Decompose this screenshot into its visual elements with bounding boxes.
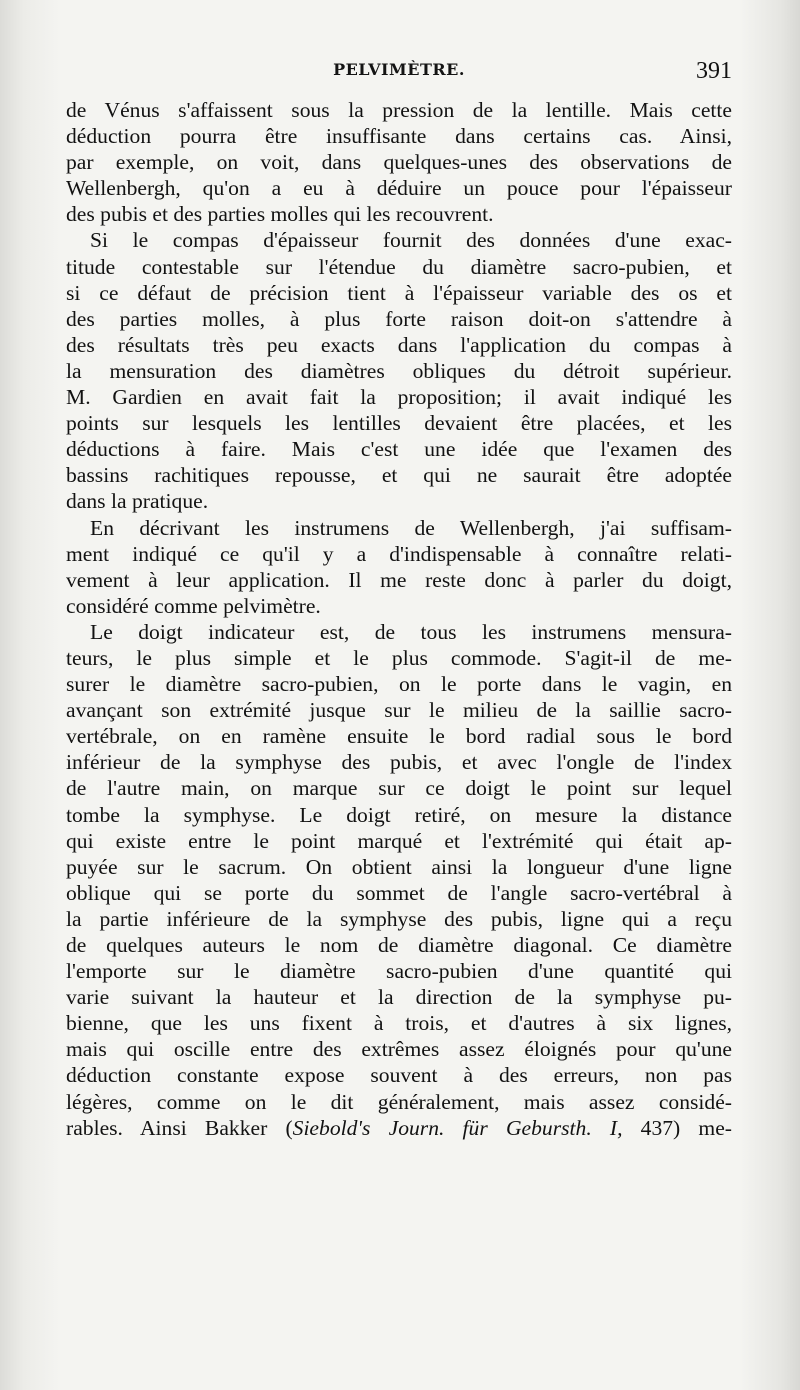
text-line: des pubis et des parties molles qui les recouvrent. xyxy=(66,202,494,227)
text-line: tombe la symphyse. Le doigt retiré, on mesure la distance xyxy=(66,802,732,827)
text-line: mais qui oscille entre des extrêmes assez éloignés pour qu'une xyxy=(66,1037,732,1062)
text-line: titude contestable sur l'étendue du diamètre sacro-pubien, et xyxy=(66,254,732,279)
text-line: avançant son extrémité jusque sur le milieu de la saillie sacro- xyxy=(66,698,732,723)
text-line: si ce défaut de précision tient à l'épaisseur variable des os et xyxy=(66,280,732,305)
text-line: de Vénus s'affaissent sous la pression de la lentille. Mais cette xyxy=(66,98,732,122)
text-line: vement à leur application. Il me reste donc à parler du doigt, xyxy=(66,567,732,592)
body-text xyxy=(66,97,732,1141)
text-segment: 437) me- xyxy=(622,1115,732,1140)
text-line: l'emporte sur le diamètre sacro-pubien d'une quantité qui xyxy=(66,959,732,984)
text-line: En décrivant les instrumens de Wellenbergh, j'ai suffisam- xyxy=(90,515,732,540)
text-line: qui existe entre le point marqué et l'extrémité qui était ap- xyxy=(66,828,732,853)
text-line: dans la pratique. xyxy=(66,489,209,514)
text-line: M. Gardien en avait fait la proposition; il avait indiqué les xyxy=(66,385,732,410)
text-line: inférieur de la symphyse des pubis, et avec l'ongle de l'index xyxy=(66,750,732,775)
text-line: oblique qui se porte du sommet de l'angle sacro-vertébral à xyxy=(66,880,732,905)
text-line: bienne, que les uns fixent à trois, et d'autres à six lignes, xyxy=(66,1011,732,1036)
citation-italic: Siebold's Journ. für Gebursth. I, xyxy=(292,1115,623,1140)
text-line: de l'autre main, on marque sur ce doigt le point sur lequel xyxy=(66,776,732,801)
text-line-final xyxy=(66,1115,732,1141)
text-line: Le doigt indicateur est, de tous les instrumens mensura- xyxy=(90,619,732,644)
page-number: 391 xyxy=(696,58,732,84)
running-title: PELVIMÈTRE. xyxy=(333,60,465,79)
running-head xyxy=(66,60,732,90)
text-line: considéré comme pelvimètre. xyxy=(66,593,321,618)
text-line: déduction constante expose souvent à des erreurs, non pas xyxy=(66,1063,732,1088)
text-line: légères, comme on le dit généralement, mais assez considé- xyxy=(66,1089,732,1114)
text-line: Wellenbergh, qu'on a eu à déduire un pouce pour l'épaisseur xyxy=(66,176,732,201)
text-line: des résultats très peu exacts dans l'application du compas à xyxy=(66,332,732,357)
text-line: la mensuration des diamètres obliques du détroit supérieur. xyxy=(66,358,732,383)
text-line: varie suivant la hauteur et la direction de la symphyse pu- xyxy=(66,985,732,1010)
text-line: déduction pourra être insuffisante dans certains cas. Ainsi, xyxy=(66,124,732,149)
text-line: teurs, le plus simple et le plus commode. S'agit-il de me- xyxy=(66,645,732,670)
text-line: la partie inférieure de la symphyse des pubis, ligne qui a reçu xyxy=(66,906,732,931)
text-line: bassins rachitiques repousse, et qui ne saurait être adoptée xyxy=(66,463,732,488)
text-line: par exemple, on voit, dans quelques-unes des observations de xyxy=(66,150,732,175)
text-line: vertébrale, on en ramène ensuite le bord radial sous le bord xyxy=(66,724,732,749)
text-line: puyée sur le sacrum. On obtient ainsi la longueur d'une ligne xyxy=(66,854,732,879)
text-line: points sur lesquels les lentilles devaient être placées, et les xyxy=(66,411,732,436)
text-line: de quelques auteurs le nom de diamètre diagonal. Ce diamètre xyxy=(66,933,732,957)
text-line: surer le diamètre sacro-pubien, on le porte dans le vagin, en xyxy=(66,672,732,697)
text-line: des parties molles, à plus forte raison doit-on s'attendre à xyxy=(66,306,732,331)
text-segment: rables. Ainsi Bakker ( xyxy=(66,1115,293,1140)
text-line: Si le compas d'épaisseur fournit des données d'une exac- xyxy=(90,228,732,253)
text-line: ment indiqué ce qu'il y a d'indispensable à connaître relati- xyxy=(66,541,732,566)
text-line: déductions à faire. Mais c'est une idée que l'examen des xyxy=(66,437,732,462)
